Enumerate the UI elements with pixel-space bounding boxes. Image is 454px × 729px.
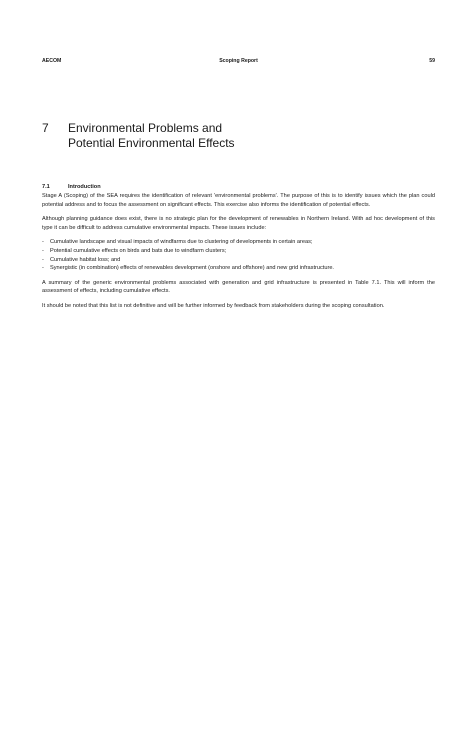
issues-bullet-list xyxy=(42,238,435,273)
list-item xyxy=(42,247,435,256)
list-item-text: Potential cumulative effects on birds and bats due to windfarm clusters; xyxy=(50,247,227,254)
bullet-marker: - xyxy=(42,247,44,254)
paragraph-scoping-stage: Stage A (Scoping) of the SEA requires the identification of relevant 'environmental problems'. The purpose of this is to identify issues which the plan could potential address and to focus the assessment on significant effects. This exercise also informs the identification of potential effects. xyxy=(42,192,435,208)
header-company-name: AECOM xyxy=(42,58,62,64)
list-item xyxy=(42,264,435,273)
chapter-title-line-1: Environmental Problems and xyxy=(68,121,223,135)
bullet-marker: - xyxy=(42,238,44,245)
section-heading xyxy=(42,183,435,192)
section-content xyxy=(42,183,435,316)
header-page-number: 59 xyxy=(429,58,435,64)
running-header xyxy=(42,56,435,66)
paragraph-not-definitive: It should be noted that this list is not definitive and will be further informed by feedback from stakeholders during the scoping consultation. xyxy=(42,302,385,309)
bullet-marker: - xyxy=(42,256,44,263)
list-item-text: Cumulative habitat loss; and xyxy=(50,256,121,263)
chapter-title-line-2: Potential Environmental Effects xyxy=(68,136,235,150)
list-item-text: Cumulative landscape and visual impacts of windfarms due to clustering of developments in certain areas; xyxy=(50,238,313,245)
header-document-title: Scoping Report xyxy=(219,58,258,64)
section-number: 7.1 xyxy=(42,184,50,190)
paragraph-summary-table: A summary of the generic environmental problems associated with generation and grid infrastructure is presented in Table 7.1. This will inform the assessment of effects, including cumulative effects. xyxy=(42,279,435,295)
list-item xyxy=(42,256,435,265)
chapter-title xyxy=(68,121,408,151)
list-item-text: Synergistic (in combination) effects of renewables development (onshore and offshore) and new grid infrastructure. xyxy=(50,265,334,272)
chapter-number: 7 xyxy=(42,121,49,135)
section-title: Introduction xyxy=(68,184,101,190)
bullet-marker: - xyxy=(42,265,44,272)
list-item xyxy=(42,238,435,247)
paragraph-planning-guidance: Although planning guidance does exist, there is no strategic plan for the development of renewables in Northern Ireland. With ad hoc development of this type it can be difficult to address cumulative environmental impacts. These issues include: xyxy=(42,215,435,231)
